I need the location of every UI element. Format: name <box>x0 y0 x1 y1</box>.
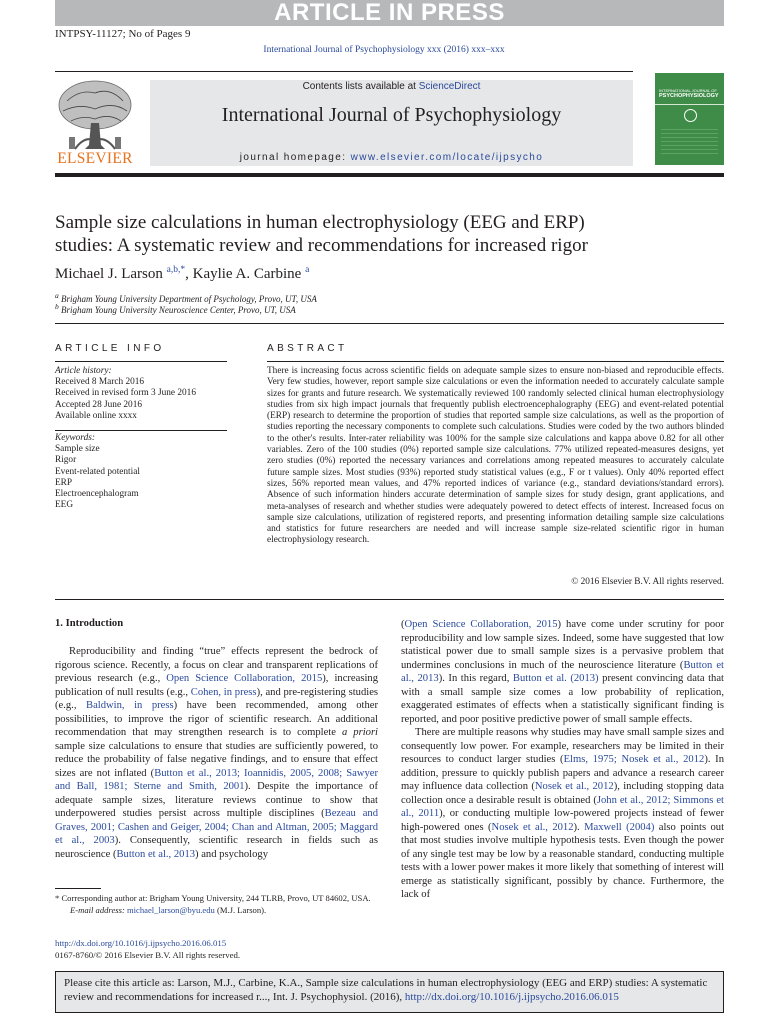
cover-text-lines <box>661 129 718 157</box>
masthead-top-rule <box>55 71 633 72</box>
paragraph <box>55 645 378 861</box>
affiliation-text: Brigham Young University Neuroscience Center, Provo, UT, USA <box>61 305 296 315</box>
author-affiliation-marks[interactable]: a <box>305 265 310 275</box>
contents-line <box>150 81 633 92</box>
citation-link[interactable]: Button et al., 2013 <box>401 659 724 684</box>
journal-cover-thumbnail[interactable] <box>655 73 724 165</box>
text-run: ) have come under scrutiny for poor reproducibility and low sample sizes. Indeed, some have suggested that low statistical power due to small sample sizes is a pervasive problem that undermines conclusions in much of the neuroscience literature ( <box>401 619 724 671</box>
corresponding-author-footnote <box>55 893 385 916</box>
article-title <box>55 211 715 257</box>
keywords-block <box>55 433 140 511</box>
sciencedirect-link[interactable]: ScienceDirect <box>418 81 481 92</box>
keywords-label: Keywords: <box>55 433 95 443</box>
keyword: Electroencephalogram <box>55 489 139 500</box>
issn-line: 0167-8760/© 2016 Elsevier B.V. All rights reserved. <box>55 950 241 960</box>
text-run: sample size calculations to ensure that studies are sufficiently powered, to reduce the probability of false negative findings, and to ensure that effect sizes are not inflated ( <box>55 740 378 779</box>
affiliation-text: Brigham Young University Department of Psychology, Provo, UT, USA <box>61 294 317 304</box>
paragraph <box>401 726 724 902</box>
history-received: Received 8 March 2016 <box>55 377 145 388</box>
author-separator: , <box>185 266 193 282</box>
text-run: ). Despite the importance of adequate sample sizes, literature reviews continue to show that underpowered studies persist across multiple disciplines ( <box>55 781 378 819</box>
title-block-rule <box>55 323 724 324</box>
text-run: ), increasing publication of null results (e.g., <box>55 673 378 698</box>
citation-link[interactable]: Open Science Collaboration, 2015 <box>404 619 558 630</box>
cover-divider <box>655 104 724 105</box>
text-run: ), and pre-registering studies (e.g., <box>55 686 379 711</box>
email-label: E-mail address: <box>70 904 127 915</box>
cover-small-text: INTERNATIONAL JOURNAL OF <box>659 88 717 93</box>
citation-link[interactable]: Button et al. (2013) <box>512 673 599 684</box>
footnote-text: Corresponding author at: Brigham Young University, 244 TLRB, Provo, UT 84602, USA. <box>61 893 371 903</box>
email-link[interactable]: michael_larson@byu.edu <box>126 904 215 915</box>
keyword: EEG <box>55 500 74 511</box>
article-info-rule <box>55 361 227 362</box>
abstract-rule <box>267 361 724 362</box>
manuscript-id: INTPSY-11127; No of Pages 9 <box>55 28 191 40</box>
text-run: ). <box>573 821 585 833</box>
text-run: ). Consequently, scientific research in fields such as neuroscience ( <box>55 835 378 860</box>
text-run: present convincing data that with a small sample size comes a low probability of replication, exaggerated estimates of effects when a statistically significant finding is reported, and poor positive predictive power of small sample effects. <box>401 673 724 725</box>
article-history <box>55 366 196 422</box>
cover-title: PSYCHOPHYSIOLOGY <box>659 93 719 99</box>
article-in-press-banner <box>55 0 724 26</box>
abstract-bottom-rule <box>55 599 724 600</box>
keyword: Sample size <box>55 444 100 455</box>
history-label: Article history: <box>55 366 112 376</box>
author-affiliation-marks[interactable]: a,b,* <box>166 265 186 275</box>
journal-citation-line[interactable]: International Journal of Psychophysiology xxx (2016) xxx–xxx <box>263 45 505 55</box>
citation-link[interactable]: Nosek et al., 2012 <box>491 821 574 833</box>
text-run: ). In addition, pressure to quickly publish papers and advance a research career may influence data collection ( <box>401 754 724 792</box>
masthead-bottom-rule <box>55 173 724 177</box>
text-run: ), including stopping data collection once a desirable result is obtained ( <box>401 781 724 806</box>
author-name: Michael J. Larson <box>55 266 163 282</box>
text-run: Reproducibility and finding “true” effects represent the bedrock of rigorous science. Recently, a focus on clear and transparent replications of previous research (e.g., <box>55 646 378 684</box>
elsevier-wordmark: ELSEVIER <box>57 150 133 167</box>
history-revised: Received in revised form 3 June 2016 <box>55 388 196 399</box>
text-run: ). In this regard, <box>438 673 513 684</box>
footnote-star: * <box>55 893 60 903</box>
citation-text <box>64 976 716 1004</box>
citation-doi-link[interactable]: http://dx.doi.org/10.1016/j.ijpsycho.2016.06.015 <box>404 991 619 1003</box>
keyword: Event-related potential <box>55 466 140 477</box>
section-heading-introduction: 1. Introduction <box>55 618 124 629</box>
abstract-heading: ABSTRACT <box>267 343 348 354</box>
abstract-text: There is increasing focus across scientific fields on adequate sample sizes to ensure non-biased and reproducible effects. Very few studies, however, report sample size calculations or even the information needed to accurately calculate sample sizes for grants and future research. We systematically reviewed 100 randomly selected clinical human electrophysiology studies from six high impact journals that frequently publish electroencephalography (EEG) and event-related potential (ERP) research to determine the proportion of studies that reported sample size calculations, as well as the proportion of studies reporting the necessary components to complete such calculations. Studies were coded by the two authors blinded to the other's results. Inter-rater reliability was 100% for the sample size calculations and kappa above 0.82 for all other variables. Zero of the 100 studies (0%) reported sample size calculations. 77% utilized repeated-measures designs, yet zero studies (0%) reported the necessary variances and correlations among repeated measures to accurately calculate future sample sizes. Most studies (93%) reported study statistical values (e.g., F or t values). Only 40% reported effect sizes, 56% reported mean values, and 47% reported indices of variance (e.g., standard deviations/standard errors). Absence of such information hinders accurate determination of sample sizes for study design, grant applications, and meta-analyses of research and whether studies were adequately powered to detect effects of interest. Increased focus on sample size calculations, utilization of registered reports, and presenting information detailing sample size calculations and statistics for future researchers are needed and will increase sample size-related scientific rigor in human electrophysiology research. <box>267 366 724 546</box>
article-title-line2: studies: A systematic review and recommendations for increased rigor <box>55 235 588 256</box>
text-run: ) have been recommended, among other possibilities, to improve the rigor of scientific research. An additional recommendation that may strengthen research is to complete <box>55 700 378 738</box>
contents-prefix: Contents lists available at <box>302 81 419 92</box>
cover-emblem-icon <box>684 109 697 122</box>
body-right-column <box>401 618 724 902</box>
footnote-email-line <box>55 905 385 917</box>
citation-link[interactable]: John et al., 2012; Simmons et al., 2011 <box>401 794 724 819</box>
article-info-heading: ARTICLE INFO <box>55 343 165 354</box>
email-suffix: (M.J. Larson). <box>214 904 267 915</box>
citation-body: Please cite this article as: Larson, M.J., Carbine, K.A., Sample size calculations in human electrophysiology (EEG and ERP) studies: A systematic review and recommendations for increased r..., Int. J. Psychophysiol. (2016), <box>64 977 708 1003</box>
text-run: ), or conducting multiple low-powered projects instead of fewer high-powered ones ( <box>401 808 725 833</box>
affiliation <box>55 302 296 315</box>
paragraph <box>401 618 724 726</box>
author-list <box>55 265 309 283</box>
citation-link[interactable]: Button et al., 2013 <box>116 848 196 860</box>
citation-link[interactable]: Elms, 1975; Nosek et al., 2012 <box>563 754 705 765</box>
history-online: Available online xxxx <box>55 410 137 421</box>
history-accepted: Accepted 28 June 2016 <box>55 399 143 410</box>
body-left-column <box>55 645 378 861</box>
citation-link[interactable]: Nosek et al., 2012 <box>534 781 614 792</box>
citation-link[interactable]: Bezeau and Graves, 2001; Cashen and Geiger, 2004; Chan and Altman, 2005; Maggard et al., 2003 <box>55 808 378 846</box>
keywords-rule <box>55 430 227 431</box>
keyword: Rigor <box>55 455 77 466</box>
citation-link[interactable]: Cohen, in press <box>190 686 257 698</box>
homepage-prefix: journal homepage: <box>239 152 351 163</box>
journal-homepage <box>150 152 633 163</box>
text-run: also points out that most studies involve multiple hypothesis tests. Even though the power of any single test may be low by a reasonable standard, conducting multiple tests with a lower power makes it more likely that something of interest will emerge as statistically significant, possibly by chance. Furthermore, the lack of <box>401 821 725 900</box>
citation-link[interactable]: Maxwell (2004) <box>584 821 655 833</box>
citation-link[interactable]: Open Science Collaboration, 2015 <box>166 673 323 684</box>
emphasis-text: a priori <box>341 727 379 738</box>
affiliation-mark: a <box>55 291 59 300</box>
author-name: Kaylie A. Carbine <box>192 266 302 282</box>
citation-link[interactable]: Button et al., 2013; Ioannidis, 2005, 2008; Sawyer and Ball, 1981; Sterne and Smith, 2001 <box>55 767 378 792</box>
article-title-line1: Sample size calculations in human electrophysiology (EEG and ERP) <box>55 212 585 233</box>
text-run: ( <box>401 619 405 630</box>
doi-link[interactable]: http://dx.doi.org/10.1016/j.ijpsycho.2016.06.015 <box>55 938 227 948</box>
keyword: ERP <box>55 477 73 488</box>
footnote-address-line <box>55 893 385 905</box>
footnote-rule <box>55 888 101 889</box>
citation-box <box>55 971 724 1013</box>
affiliation-mark: b <box>55 302 59 311</box>
text-run: There are multiple reasons why studies may have small sample sizes and consequently low power. For example, researchers may be limited in their resources to conduct larger studies ( <box>401 727 724 765</box>
journal-title: International Journal of Psychophysiology <box>221 104 562 126</box>
abstract-copyright: © 2016 Elsevier B.V. All rights reserved. <box>571 577 724 587</box>
citation-link[interactable]: Baldwin, in press <box>86 700 174 711</box>
banner-text: ARTICLE IN PRESS <box>274 0 505 26</box>
homepage-link[interactable]: www.elsevier.com/locate/ijpsycho <box>350 152 544 163</box>
text-run: ) and psychology <box>195 848 269 860</box>
